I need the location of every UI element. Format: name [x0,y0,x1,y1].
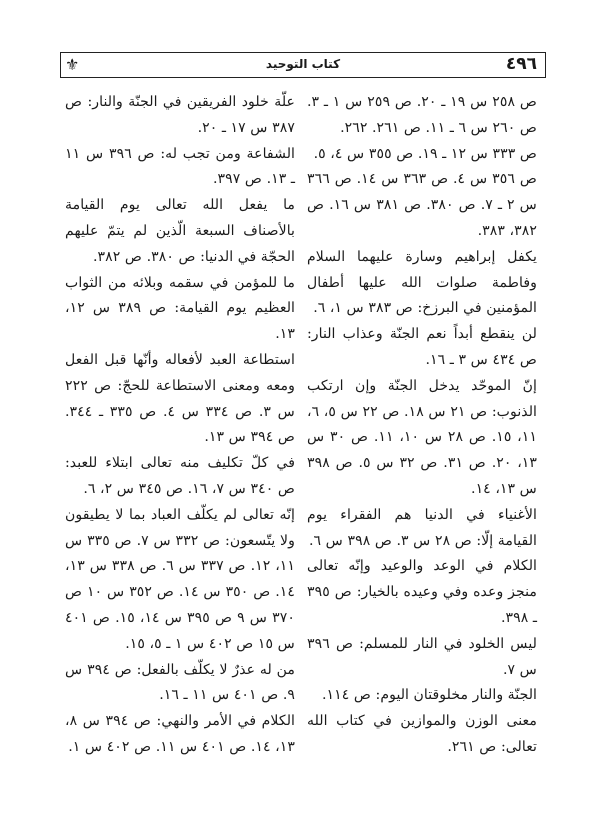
index-entry: الجنّة والنار مخلوقتان اليوم: ص ١١٤. [321,687,537,704]
index-entry: استطاعة العبد لأفعاله وأنّها قبل الفعل ومعه ومعنى الاستطاعة للحجّ: ص ٢٢٢ س ٣. ص ٣٣٤ س ٤. ص ٣٣٥ ـ ٣٤٤. ص ٣٩٤ س ١٣. [65,351,295,446]
index-entry: علّة خلود الفريقين في الجنّة والنار: ص ٣٨٧ س ١٧ ـ ٢٠. [65,94,295,136]
index-entry: معنى الوزن والموازين في كتاب الله تعالى: ص ٢٦١. [307,713,537,755]
index-entry: الأغنياء في الدنيا هم الفقراء يوم القيامة إلّا: ص ٢٨ س ٣. ص ٣٩٨ س ٦. [307,506,537,549]
book-title: كتاب التوحيد [265,57,341,71]
index-entry: من له عذرٌ لا يكلّف بالفعل: ص ٣٩٤ س ٩. ص ٤٠١ س ١١ ـ ١٦. [65,661,295,704]
index-entry: الكلام في الأمر والنهي: ص ٣٩٤ س ٨، ١٣، ١٤. ص ٤٠١ س ١١. ص ٤٠٢ س ١. [65,713,295,755]
index-entry: ما يفعل الله تعالى يوم القيامة بالأصناف السبعة الّذين لم يتمّ عليهم الحجّة في الدنيا: ص ٣٨٠. ص ٣٨٢. [65,197,295,265]
index-entry: ص ٣٥٦ س ٤. ص ٣٦٣ س ١٤. ص ٣٦٦ س ٢ ـ ٧. ص ٣٨٠. ص ٣٨١ س ١٦. ص ٣٨٢، ٣٨٣. [307,171,537,239]
index-entry: الشفاعة ومن تجب له: ص ٣٩٦ س ١١ ـ ١٣. ص ٣٩٧. [65,145,295,188]
index-entry: في كلّ تكليف منه تعالى ابتلاء للعبد: ص ٣٤٠ س ٧، ١٦. ص ٣٤٥ س ٢، ٦. [65,455,295,497]
index-entry: ص ٣٣٣ س ١٢ ـ ١٩. ص ٣٥٥ س ٤، ٥. [313,145,537,162]
index-entry: ليس الخلود في النار للمسلم: ص ٣٩٦ س ٧. [307,635,537,678]
running-header [60,52,546,78]
index-entry: إنّ الموحّد يدخل الجنّة وإن ارتكب الذنوب: ص ٢١ س ١٨. ص ٢٢ س ٥، ٦، ١١، ١٥. ص ٢٨ س ١٠، ١١. ص ٣٠ س ١٣، ٢٠. ص ٣١. ص ٣٢ س ٥. ص ٣٩٨ س ١٣، ١٤. [307,377,538,497]
page-number: ٤٩٦ [505,54,537,74]
index-entry: يكفل إبراهيم وسارة عليهما السلام وفاطمة صلوات الله عليها أطفال المؤمنين في البرزخ: ص ٣٨٣ س ١، ٦. [307,248,537,317]
ornament-icon: ⚜ [65,55,80,74]
index-entry: لن ينقطع أبداً نعم الجنّة وعذاب النار: ص ٤٣٤ س ٣ ـ ١٦. [307,326,537,368]
index-entry: الكلام في الوعد والوعيد وإنّه تعالى منجز وعده وفي وعيده بالخيار: ص ٣٩٥ ـ ٣٩٨. [307,558,537,626]
index-entry: ص ٢٥٨ س ١٩ ـ ٢٠. ص ٢٥٩ س ١ ـ ٣. ص ٢٦٠ س ٦ ـ ١١. ص ٢٦١. ٢٦٢. [307,94,538,136]
index-entry: إنّه تعالى لم يكلّف العباد بما لا يطيقون ولا يتّسعون: ص ٣٣٢ س ٧. ص ٣٣٥ س ١١، ١٢. ص ٣٣٧ س ٦. ص ٣٣٨ س ١٣، ١٤. ص ٣٥٠ س ١٤. ص ٣٥٢ س ١٠ ص ٣٧٠ س ٩ ص ٣٩٥ س ١٤، ١٥. ص ٤٠١ س ١٥ ص ٤٠٢ س ١ ـ ٥، ١٥. [65,506,296,652]
right-column [307,90,537,761]
index-entry: ما للمؤمن في سقمه وبلائه من الثواب العظيم يوم القيامة: ص ٣٨٩ س ١٢، ١٣. [65,274,295,343]
left-column [65,90,295,761]
